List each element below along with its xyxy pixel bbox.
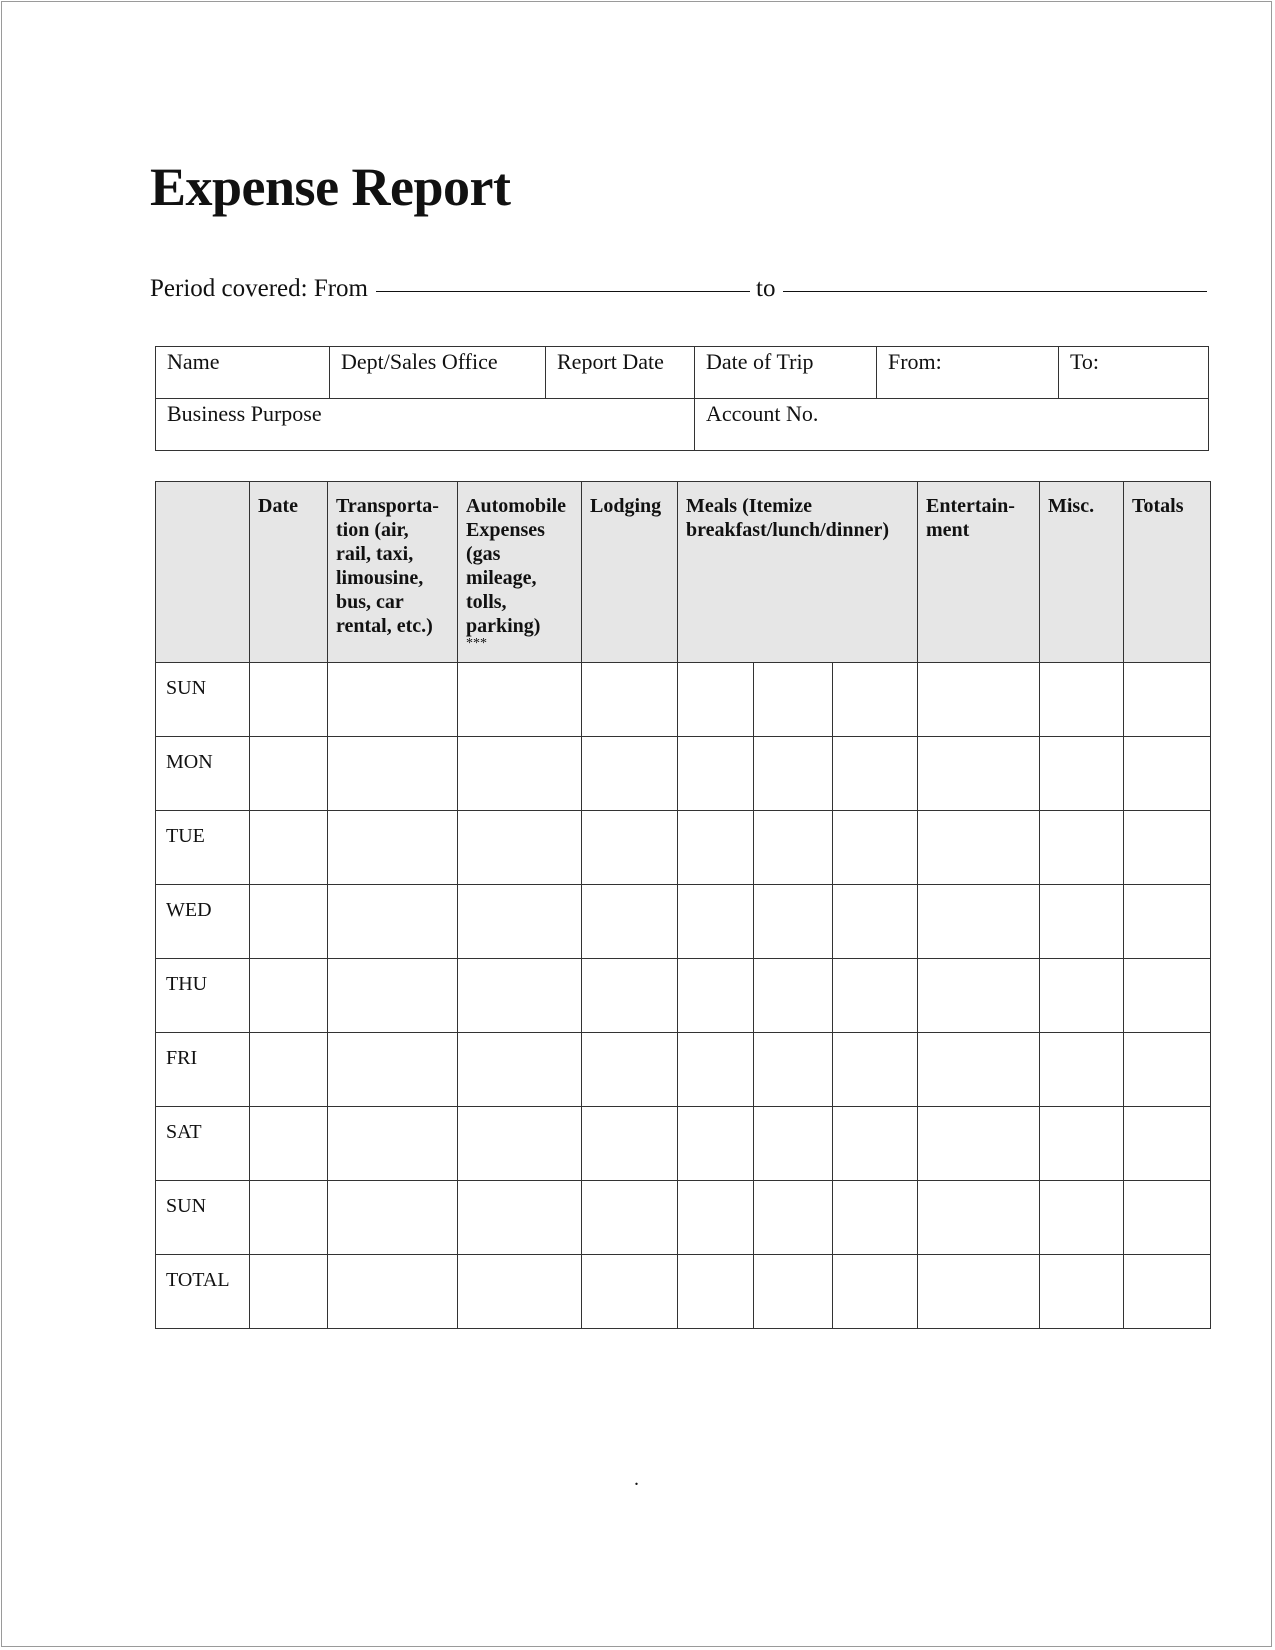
lodging-cell[interactable]: [582, 737, 678, 811]
lodging-cell[interactable]: [582, 663, 678, 737]
lodging-cell[interactable]: [582, 885, 678, 959]
header-transportation-text: Transporta- tion (air, rail, taxi, limousine, bus, car rental, etc.): [336, 495, 439, 637]
transportation-cell[interactable]: [328, 1255, 458, 1329]
account-no-label: Account No.: [706, 401, 819, 426]
transportation-cell[interactable]: [328, 885, 458, 959]
misc-cell[interactable]: [1040, 959, 1124, 1033]
automobile-cell[interactable]: [458, 959, 582, 1033]
row-label: SUN: [156, 1181, 250, 1255]
breakfast-cell[interactable]: [678, 1255, 754, 1329]
breakfast-cell[interactable]: [678, 1107, 754, 1181]
lunch-cell[interactable]: [754, 663, 833, 737]
entertainment-cell[interactable]: [918, 1107, 1040, 1181]
breakfast-cell[interactable]: [678, 959, 754, 1033]
automobile-cell[interactable]: [458, 1181, 582, 1255]
dinner-cell[interactable]: [833, 737, 918, 811]
period-to-field[interactable]: [783, 290, 1207, 292]
totals-cell[interactable]: [1124, 885, 1211, 959]
report-date-label: Report Date: [557, 349, 664, 374]
header-automobile-note: ***: [466, 636, 487, 651]
automobile-cell[interactable]: [458, 737, 582, 811]
header-entertainment-text: Entertain- ment: [926, 495, 1015, 541]
date-cell[interactable]: [250, 737, 328, 811]
date-cell[interactable]: [250, 663, 328, 737]
period-to-label: to: [756, 275, 776, 302]
business-purpose-field[interactable]: [156, 399, 695, 451]
totals-cell[interactable]: [1124, 1255, 1211, 1329]
lunch-cell[interactable]: [754, 811, 833, 885]
dinner-cell[interactable]: [833, 1255, 918, 1329]
header-blank: [156, 482, 250, 663]
entertainment-cell[interactable]: [918, 959, 1040, 1033]
lunch-cell[interactable]: [754, 1033, 833, 1107]
account-no-field[interactable]: [695, 399, 1209, 451]
breakfast-cell[interactable]: [678, 885, 754, 959]
entertainment-cell[interactable]: [918, 737, 1040, 811]
report-date-field[interactable]: [546, 347, 695, 399]
totals-cell[interactable]: [1124, 1033, 1211, 1107]
lodging-cell[interactable]: [582, 1181, 678, 1255]
header-automobile-text: Automobile Expenses (gas mileage, tolls, parking): [466, 495, 566, 637]
row-label: TOTAL: [156, 1255, 250, 1329]
dept-field[interactable]: [330, 347, 546, 399]
dinner-cell[interactable]: [833, 959, 918, 1033]
period-covered: [150, 276, 1207, 301]
header-misc: Misc.: [1040, 482, 1124, 663]
totals-cell[interactable]: [1124, 737, 1211, 811]
entertainment-cell[interactable]: [918, 1033, 1040, 1107]
misc-cell[interactable]: [1040, 885, 1124, 959]
misc-cell[interactable]: [1040, 1181, 1124, 1255]
breakfast-cell[interactable]: [678, 1033, 754, 1107]
entertainment-cell[interactable]: [918, 663, 1040, 737]
row-label: FRI: [156, 1033, 250, 1107]
date-cell[interactable]: [250, 885, 328, 959]
table-row: [156, 1107, 1211, 1181]
table-row: [156, 811, 1211, 885]
dinner-cell[interactable]: [833, 811, 918, 885]
name-label: Name: [167, 349, 220, 374]
transportation-cell[interactable]: [328, 737, 458, 811]
breakfast-cell[interactable]: [678, 737, 754, 811]
totals-cell[interactable]: [1124, 1107, 1211, 1181]
row-label: WED: [156, 885, 250, 959]
dinner-cell[interactable]: [833, 1107, 918, 1181]
row-label: SAT: [156, 1107, 250, 1181]
misc-cell[interactable]: [1040, 1255, 1124, 1329]
entertainment-cell[interactable]: [918, 885, 1040, 959]
lodging-cell[interactable]: [582, 1255, 678, 1329]
row-label: SUN: [156, 663, 250, 737]
header-totals: Totals: [1124, 482, 1211, 663]
breakfast-cell[interactable]: [678, 811, 754, 885]
lunch-cell[interactable]: [754, 737, 833, 811]
breakfast-cell[interactable]: [678, 663, 754, 737]
expense-grid-body: [156, 663, 1211, 1329]
transportation-cell[interactable]: [328, 1107, 458, 1181]
lunch-cell[interactable]: [754, 1181, 833, 1255]
transportation-cell[interactable]: [328, 1181, 458, 1255]
misc-cell[interactable]: [1040, 737, 1124, 811]
date-cell[interactable]: [250, 959, 328, 1033]
lunch-cell[interactable]: [754, 959, 833, 1033]
entertainment-cell[interactable]: [918, 811, 1040, 885]
misc-cell[interactable]: [1040, 1107, 1124, 1181]
table-row: [156, 663, 1211, 737]
totals-cell[interactable]: [1124, 959, 1211, 1033]
row-label: MON: [156, 737, 250, 811]
totals-cell[interactable]: [1124, 663, 1211, 737]
period-from-field[interactable]: [376, 290, 750, 292]
transportation-cell[interactable]: [328, 1033, 458, 1107]
date-cell[interactable]: [250, 811, 328, 885]
dinner-cell[interactable]: [833, 885, 918, 959]
entertainment-cell[interactable]: [918, 1255, 1040, 1329]
date-cell[interactable]: [250, 1033, 328, 1107]
header-meals: [678, 482, 918, 663]
misc-cell[interactable]: [1040, 811, 1124, 885]
table-row: [156, 1181, 1211, 1255]
page-title: Expense Report: [150, 157, 511, 217]
entertainment-cell[interactable]: [918, 1181, 1040, 1255]
header-transportation: [328, 482, 458, 663]
breakfast-cell[interactable]: [678, 1181, 754, 1255]
trip-from-label: From:: [888, 349, 942, 374]
dept-label: Dept/Sales Office: [341, 349, 498, 374]
lodging-cell[interactable]: [582, 1033, 678, 1107]
automobile-cell[interactable]: [458, 663, 582, 737]
dinner-cell[interactable]: [833, 1033, 918, 1107]
expense-grid: [155, 481, 1211, 1329]
totals-cell[interactable]: [1124, 1181, 1211, 1255]
misc-cell[interactable]: [1040, 663, 1124, 737]
table-row: [156, 1255, 1211, 1329]
header-automobile: [458, 482, 582, 663]
lodging-cell[interactable]: [582, 811, 678, 885]
table-row: [156, 959, 1211, 1033]
trip-to-field[interactable]: [1059, 347, 1209, 399]
lunch-cell[interactable]: [754, 885, 833, 959]
row-label: THU: [156, 959, 250, 1033]
automobile-cell[interactable]: [458, 1255, 582, 1329]
automobile-cell[interactable]: [458, 885, 582, 959]
transportation-cell[interactable]: [328, 959, 458, 1033]
dinner-cell[interactable]: [833, 1181, 918, 1255]
table-row: [156, 885, 1211, 959]
lunch-cell[interactable]: [754, 1255, 833, 1329]
dinner-cell[interactable]: [833, 663, 918, 737]
misc-cell[interactable]: [1040, 1033, 1124, 1107]
date-cell[interactable]: [250, 1181, 328, 1255]
header-entertainment: [918, 482, 1040, 663]
automobile-cell[interactable]: [458, 811, 582, 885]
lodging-cell[interactable]: [582, 959, 678, 1033]
header-date: Date: [250, 482, 328, 663]
footer-mark: .: [634, 1468, 639, 1490]
table-row: [156, 737, 1211, 811]
date-cell[interactable]: [250, 1255, 328, 1329]
automobile-cell[interactable]: [458, 1033, 582, 1107]
date-of-trip-field[interactable]: [695, 347, 877, 399]
table-row: [156, 1033, 1211, 1107]
trip-to-label: To:: [1070, 349, 1100, 374]
transportation-cell[interactable]: [328, 663, 458, 737]
lodging-cell[interactable]: [582, 1107, 678, 1181]
totals-cell[interactable]: [1124, 811, 1211, 885]
business-purpose-label: Business Purpose: [167, 401, 322, 426]
date-cell[interactable]: [250, 1107, 328, 1181]
automobile-cell[interactable]: [458, 1107, 582, 1181]
lunch-cell[interactable]: [754, 1107, 833, 1181]
row-label: TUE: [156, 811, 250, 885]
date-of-trip-label: Date of Trip: [706, 349, 814, 374]
info-table: [155, 346, 1209, 451]
trip-from-field[interactable]: [877, 347, 1059, 399]
name-field[interactable]: [156, 347, 330, 399]
transportation-cell[interactable]: [328, 811, 458, 885]
period-from-label: Period covered: From: [150, 275, 369, 302]
header-meals-text: Meals (Itemize breakfast/lunch/dinner): [686, 495, 889, 541]
header-lodging: Lodging: [582, 482, 678, 663]
